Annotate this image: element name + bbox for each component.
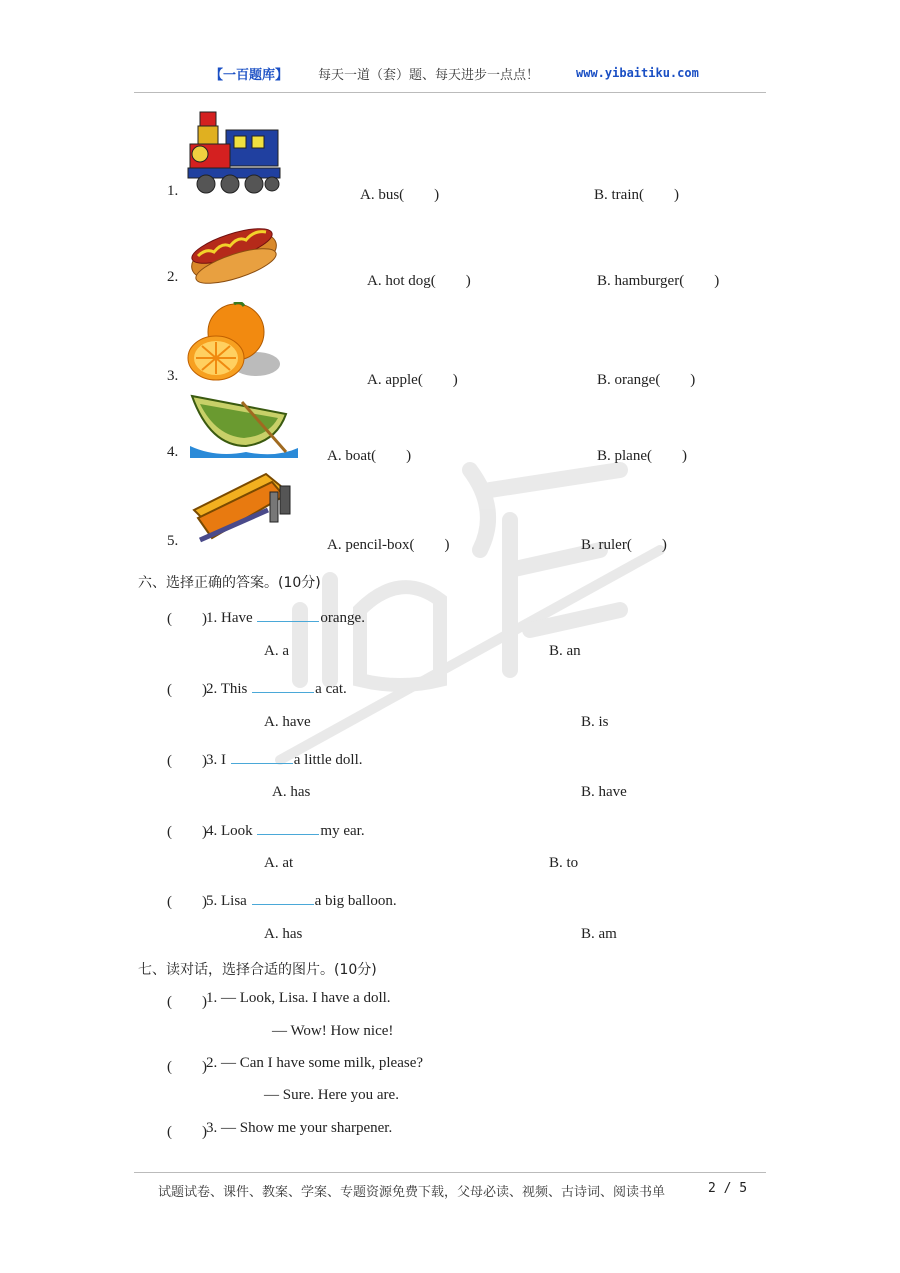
option-b: B. ruler( ): [581, 537, 667, 553]
answer-bracket[interactable]: ( ): [167, 824, 207, 840]
option-a: A. pencil-box( ): [327, 537, 450, 553]
answer-blank[interactable]: [257, 820, 319, 835]
pencil-box-icon: [188, 470, 300, 548]
choice-a: A. has: [264, 926, 303, 942]
answer-bracket[interactable]: ( ): [167, 682, 207, 698]
option-a: A. hot dog( ): [367, 273, 471, 289]
answer-bracket[interactable]: ( ): [167, 1124, 207, 1140]
choice-b: B. an: [549, 643, 581, 659]
question-text: 4. Look my ear.: [206, 820, 365, 840]
answer-blank[interactable]: [257, 607, 319, 622]
option-b: B. plane( ): [597, 448, 687, 464]
question-text: 2. This a cat.: [206, 678, 347, 698]
question-text: 5. Lisa a big balloon.: [206, 890, 397, 910]
choice-a: A. have: [264, 714, 311, 730]
choice-b: B. to: [549, 855, 579, 871]
section-6-title: 六、选择正确的答案。(10分): [138, 575, 321, 591]
dialog-reply: — Wow! How nice!: [272, 1023, 394, 1039]
option-a: A. boat( ): [327, 448, 412, 464]
answer-bracket[interactable]: ( ): [167, 894, 207, 910]
option-b: B. hamburger( ): [597, 273, 720, 289]
orange-icon: [186, 302, 282, 386]
choice-b: B. is: [581, 714, 609, 730]
dialog-line: 3. — Show me your sharpener.: [206, 1120, 393, 1136]
answer-bracket[interactable]: ( ): [167, 611, 207, 627]
choice-a: A. has: [272, 784, 311, 800]
item-number: 2.: [167, 269, 179, 285]
choice-a: A. a: [264, 643, 289, 659]
answer-blank[interactable]: [231, 749, 293, 764]
dialog-reply: — Sure. Here you are.: [264, 1087, 399, 1103]
header-url[interactable]: www.yibaitiku.com: [576, 66, 699, 80]
header-rule: [134, 92, 766, 93]
option-b: B. train( ): [594, 187, 679, 203]
header-brand: 【一百题库】: [210, 68, 289, 83]
choice-a: A. at: [264, 855, 294, 871]
item-number: 5.: [167, 533, 179, 549]
item-number: 4.: [167, 444, 179, 460]
answer-bracket[interactable]: ( ): [167, 753, 207, 769]
option-a: A. apple( ): [367, 372, 458, 388]
train-icon: [186, 110, 282, 196]
answer-blank[interactable]: [252, 890, 314, 905]
dialog-line: 1. — Look, Lisa. I have a doll.: [206, 990, 391, 1006]
question-text: 1. Have orange.: [206, 607, 365, 627]
choice-b: B. am: [581, 926, 617, 942]
hotdog-icon: [186, 212, 282, 284]
answer-bracket[interactable]: ( ): [167, 1059, 207, 1075]
footer-text: 试题试卷、课件、教案、学案、专题资源免费下载，父母必读、视频、古诗词、阅读书单: [158, 1185, 666, 1200]
question-text: 3. I a little doll.: [206, 749, 363, 769]
header-slogan: 每天一道（套）题、每天进步一点点！: [318, 68, 540, 83]
answer-bracket[interactable]: ( ): [167, 994, 207, 1010]
item-number: 1.: [167, 183, 179, 199]
item-number: 3.: [167, 368, 179, 384]
answer-blank[interactable]: [252, 678, 314, 693]
dialog-line: 2. — Can I have some milk, please?: [206, 1055, 424, 1071]
choice-b: B. have: [581, 784, 627, 800]
boat-icon: [186, 392, 302, 462]
section-7-title: 七、读对话，选择合适的图片。(10分): [138, 962, 377, 978]
option-b: B. orange( ): [597, 372, 696, 388]
page-number: 2 / 5: [708, 1181, 748, 1196]
footer-rule: [134, 1172, 766, 1173]
option-a: A. bus( ): [360, 187, 440, 203]
